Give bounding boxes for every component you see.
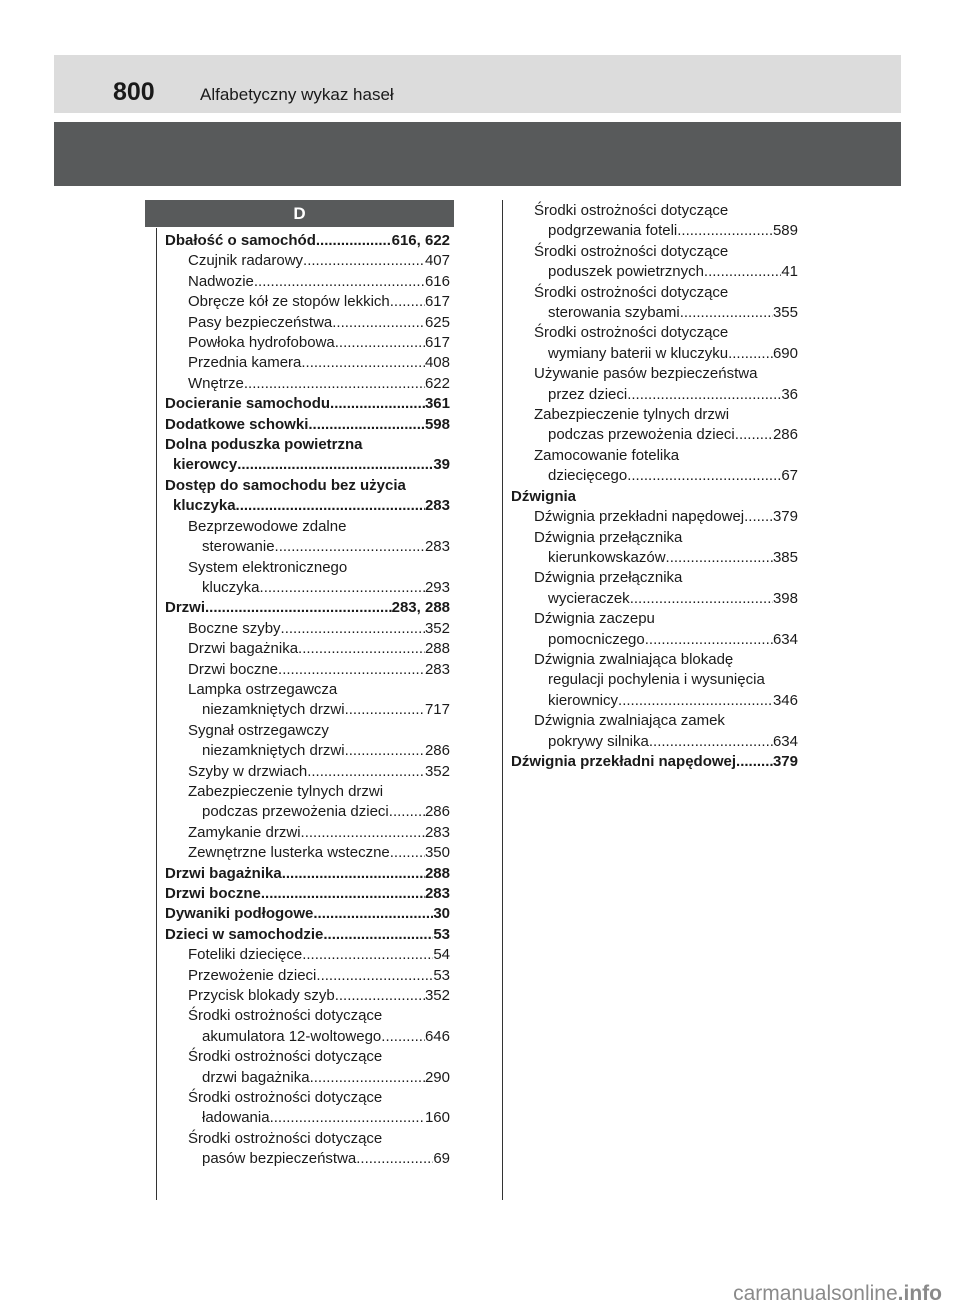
entry-text: pasów bezpieczeństwa bbox=[202, 1150, 357, 1168]
entry-text: Przycisk blokady szyb bbox=[188, 987, 335, 1005]
index-entry bbox=[165, 680, 450, 721]
page-reference: 361 bbox=[424, 395, 450, 413]
dot-leader bbox=[677, 221, 773, 241]
dot-leader bbox=[735, 425, 773, 445]
dot-leader bbox=[260, 578, 425, 598]
dot-leader bbox=[308, 415, 425, 435]
entry-text: podczas przewożenia dzieci bbox=[202, 803, 389, 821]
page-number: 800 bbox=[113, 78, 155, 106]
entry-text: Zabezpieczenie tylnych drzwi bbox=[534, 406, 730, 424]
entry-text: Dźwignia przełącznika bbox=[534, 569, 683, 587]
index-entry bbox=[511, 609, 798, 650]
dot-leader bbox=[301, 353, 425, 373]
page-reference: 634 bbox=[772, 732, 798, 750]
entry-text: Dźwignia zwalniająca blokadę bbox=[534, 650, 734, 668]
index-entry bbox=[165, 619, 450, 639]
dot-leader bbox=[330, 394, 425, 414]
index-entry bbox=[511, 650, 798, 711]
index-entry bbox=[165, 782, 450, 823]
dot-leader bbox=[316, 231, 392, 251]
page-reference: 283 bbox=[424, 660, 450, 678]
index-entry bbox=[165, 721, 450, 762]
page-reference: 617 bbox=[424, 293, 450, 311]
page-reference: 622 bbox=[424, 374, 450, 392]
dot-leader bbox=[666, 548, 773, 568]
entry-text: Powłoka hydrofobowa bbox=[188, 334, 335, 352]
index-entry bbox=[511, 323, 798, 364]
entry-text: podczas przewożenia dzieci bbox=[548, 426, 735, 444]
page-reference: 36 bbox=[781, 385, 798, 403]
entry-text: kierownicy bbox=[548, 691, 619, 709]
index-entry bbox=[165, 476, 450, 517]
page-reference: 286 bbox=[424, 742, 450, 760]
dot-leader bbox=[301, 823, 425, 843]
entry-text: niezamkniętych drzwi bbox=[202, 742, 345, 760]
page-reference: 160 bbox=[424, 1109, 450, 1127]
dot-leader bbox=[356, 1149, 433, 1169]
entry-text: Dostęp do samochodu bez użycia bbox=[165, 476, 406, 494]
page-reference: 589 bbox=[772, 222, 798, 240]
entry-text: kluczyka bbox=[202, 578, 260, 596]
index-entry bbox=[165, 1129, 450, 1170]
page-reference: 288 bbox=[424, 640, 450, 658]
entry-text: sterowania szybami bbox=[548, 304, 680, 322]
index-entry bbox=[511, 446, 798, 487]
page-reference: 286 bbox=[424, 803, 450, 821]
entry-text: Drzwi boczne bbox=[165, 885, 261, 902]
page-reference: 54 bbox=[433, 946, 450, 964]
index-entry bbox=[165, 415, 450, 435]
entry-text: ładowania bbox=[202, 1109, 270, 1127]
index-entry bbox=[511, 507, 798, 527]
page-reference: 717 bbox=[424, 701, 450, 719]
entry-text: wymiany baterii w kluczyku bbox=[548, 344, 729, 362]
entry-text: Dźwignia zaczepu bbox=[534, 610, 655, 628]
dot-leader bbox=[680, 303, 773, 323]
page-reference: 407 bbox=[424, 252, 450, 270]
entry-text: Obręcze kół ze stopów lekkich bbox=[188, 293, 390, 311]
page-reference: 616 bbox=[424, 272, 450, 290]
watermark bbox=[733, 1282, 942, 1306]
index-entry bbox=[165, 374, 450, 394]
page-reference: 379 bbox=[772, 508, 798, 526]
dot-leader bbox=[381, 1027, 425, 1047]
entry-text: sterowanie bbox=[202, 538, 275, 556]
dot-leader bbox=[307, 762, 425, 782]
dot-leader bbox=[390, 843, 425, 863]
index-entry bbox=[511, 364, 798, 405]
index-entry bbox=[511, 242, 798, 283]
dot-leader bbox=[310, 1068, 425, 1088]
entry-text: Boczne szyby bbox=[188, 619, 281, 637]
dot-leader bbox=[335, 986, 425, 1006]
entry-text: Środki ostrożności dotyczące bbox=[534, 202, 729, 219]
index-entry bbox=[165, 435, 450, 476]
left-column-rule bbox=[156, 228, 157, 1200]
dot-leader bbox=[618, 691, 773, 711]
index-entry bbox=[165, 1047, 450, 1088]
dot-leader bbox=[275, 537, 425, 557]
index-entry bbox=[165, 762, 450, 782]
index-entry bbox=[165, 660, 450, 680]
page-reference: 290 bbox=[424, 1068, 450, 1086]
page-reference: 283 bbox=[424, 885, 450, 902]
entry-text: Drzwi boczne bbox=[188, 660, 279, 678]
entry-text: Zamocowanie fotelika bbox=[534, 446, 680, 464]
page-reference: 39 bbox=[433, 456, 450, 474]
watermark-prefix: carmanualsonline bbox=[733, 1282, 898, 1305]
index-entry bbox=[165, 333, 450, 353]
page-reference: 53 bbox=[433, 966, 450, 984]
dot-leader bbox=[236, 496, 425, 516]
entry-text: akumulatora 12-woltowego bbox=[202, 1027, 382, 1045]
entry-text: Foteliki dziecięce bbox=[188, 946, 303, 964]
entry-text: Wnętrze bbox=[188, 374, 244, 392]
entry-text: Dbałość o samochód bbox=[165, 232, 316, 249]
entry-text: Przednia kamera bbox=[188, 354, 302, 372]
index-entry bbox=[165, 313, 450, 333]
page-reference: 398 bbox=[772, 589, 798, 607]
dot-leader bbox=[345, 741, 425, 761]
entry-text: Docieranie samochodu bbox=[165, 395, 331, 413]
page-reference: 41 bbox=[781, 263, 798, 281]
page-reference: 283 bbox=[424, 497, 450, 515]
entry-text: Dzieci w samochodzie bbox=[165, 925, 324, 943]
entry-text: Środki ostrożności dotyczące bbox=[188, 1089, 383, 1107]
entry-text: Czujnik radarowy bbox=[188, 252, 304, 270]
dot-leader bbox=[282, 864, 425, 884]
entry-text: Środki ostrożności dotyczące bbox=[534, 242, 729, 260]
page-reference: 690 bbox=[772, 344, 798, 362]
entry-text: kierowcy bbox=[173, 456, 238, 474]
page-reference: 286 bbox=[772, 426, 798, 444]
index-entry bbox=[165, 517, 450, 558]
index-entry bbox=[511, 283, 798, 324]
index-entry bbox=[165, 925, 450, 945]
page-reference: 346 bbox=[772, 691, 798, 709]
entry-text: Dodatkowe schowki bbox=[165, 415, 309, 433]
dot-leader bbox=[335, 333, 425, 353]
index-entry bbox=[165, 986, 450, 1006]
entry-text: podgrzewania foteli bbox=[548, 222, 678, 240]
dot-leader bbox=[345, 700, 425, 720]
entry-text: Drzwi bbox=[165, 599, 206, 617]
entry-text: drzwi bagażnika bbox=[202, 1068, 310, 1086]
page-reference: 352 bbox=[424, 619, 450, 637]
page-reference: 379 bbox=[772, 752, 798, 770]
watermark-suffix: .info bbox=[897, 1282, 942, 1305]
entry-text: poduszek powietrznych bbox=[548, 263, 704, 281]
entry-text: Dźwignia przekładni napędowej bbox=[534, 508, 745, 526]
index-entry bbox=[165, 843, 450, 863]
dot-leader bbox=[630, 589, 773, 609]
entry-text: Używanie pasów bezpieczeństwa bbox=[534, 365, 758, 383]
index-entry bbox=[165, 292, 450, 312]
entry-text: wycieraczek bbox=[548, 589, 630, 607]
page-reference: 625 bbox=[424, 313, 450, 331]
dot-leader bbox=[627, 466, 781, 486]
page-reference: 408 bbox=[424, 354, 450, 372]
index-entry bbox=[511, 711, 798, 752]
dot-leader bbox=[254, 272, 425, 292]
entry-text: Dolna poduszka powietrzna bbox=[165, 436, 363, 454]
entry-text: Dźwignia bbox=[511, 487, 577, 505]
entry-text: kluczyka bbox=[173, 497, 236, 515]
entry-text: Bezprzewodowe zdalne bbox=[188, 517, 347, 535]
entry-text: Lampka ostrzegawcza bbox=[188, 680, 338, 698]
entry-text: Środki ostrożności dotyczące bbox=[534, 324, 729, 342]
dot-leader bbox=[332, 313, 425, 333]
index-entry bbox=[511, 568, 798, 609]
entry-text: Dywaniki podłogowe bbox=[165, 905, 314, 923]
dot-leader bbox=[298, 639, 425, 659]
dot-leader bbox=[389, 802, 425, 822]
index-entry bbox=[511, 405, 798, 446]
index-entry bbox=[165, 558, 450, 599]
index-entry bbox=[511, 201, 798, 242]
entry-text: Środki ostrożności dotyczące bbox=[188, 1007, 383, 1025]
index-entry bbox=[511, 752, 798, 772]
index-entry bbox=[165, 1088, 450, 1129]
page-reference: 69 bbox=[433, 1150, 450, 1168]
page-reference: 617 bbox=[424, 334, 450, 352]
entry-text: Nadwozie bbox=[188, 272, 254, 290]
dot-leader bbox=[205, 598, 392, 618]
index-entry bbox=[165, 864, 450, 884]
column-divider bbox=[502, 200, 503, 1200]
index-entry bbox=[165, 823, 450, 843]
dot-leader bbox=[244, 374, 425, 394]
entry-text: Sygnał ostrzegawczy bbox=[188, 721, 329, 739]
page-reference: 283, 288 bbox=[391, 599, 450, 617]
page-reference: 293 bbox=[424, 578, 450, 596]
dot-leader bbox=[270, 1108, 425, 1128]
index-entry bbox=[165, 904, 450, 924]
dot-leader bbox=[704, 262, 781, 282]
entry-text: Środki ostrożności dotyczące bbox=[188, 1129, 383, 1147]
dot-leader bbox=[316, 966, 433, 986]
entry-text: Środki ostrożności dotyczące bbox=[188, 1048, 383, 1066]
index-entry bbox=[165, 272, 450, 292]
entry-text: Środki ostrożności dotyczące bbox=[534, 283, 729, 301]
entry-text: przez dzieci bbox=[548, 385, 628, 403]
entry-text: Drzwi bagażnika bbox=[165, 864, 282, 882]
page-reference: 616, 622 bbox=[391, 232, 450, 249]
page-reference: 385 bbox=[772, 548, 798, 566]
page-reference: 288 bbox=[424, 864, 450, 882]
entry-text: Dźwignia przekładni napędowej bbox=[511, 752, 737, 770]
page-reference: 634 bbox=[772, 630, 798, 648]
dot-leader bbox=[390, 292, 425, 312]
entry-text: Przewożenie dzieci bbox=[188, 966, 317, 984]
page-title: Alfabetyczny wykaz haseł bbox=[200, 85, 394, 104]
index-entry bbox=[165, 598, 450, 618]
entry-text: pokrywy silnika bbox=[548, 732, 649, 750]
entry-text: Zabezpieczenie tylnych drzwi bbox=[188, 782, 384, 800]
entry-text: Pasy bezpieczeństwa bbox=[188, 313, 333, 331]
entry-text: Drzwi bagażnika bbox=[188, 640, 299, 658]
page-reference: 30 bbox=[433, 905, 450, 923]
index-column-left bbox=[165, 231, 450, 1170]
section-banner bbox=[54, 122, 901, 186]
index-entry bbox=[165, 966, 450, 986]
index-entry bbox=[165, 639, 450, 659]
page-reference: 598 bbox=[424, 415, 450, 433]
entry-text: kierunkowskazów bbox=[548, 548, 666, 566]
dot-leader bbox=[302, 945, 433, 965]
dot-leader bbox=[645, 630, 773, 650]
entry-text: System elektronicznego bbox=[188, 558, 348, 576]
index-entry bbox=[165, 1006, 450, 1047]
dot-leader bbox=[744, 507, 773, 527]
entry-text: Szyby w drzwiach bbox=[188, 762, 308, 780]
dot-leader bbox=[627, 385, 781, 405]
page-reference: 53 bbox=[433, 925, 450, 943]
entry-text: Dźwignia zwalniająca zamek bbox=[534, 712, 725, 730]
dot-leader bbox=[736, 752, 773, 772]
dot-leader bbox=[313, 904, 433, 924]
dot-leader bbox=[237, 455, 433, 475]
dot-leader bbox=[728, 344, 773, 364]
page-reference: 646 bbox=[424, 1027, 450, 1045]
index-entry bbox=[165, 945, 450, 965]
dot-leader bbox=[281, 619, 425, 639]
entry-text: dziecięcego bbox=[548, 467, 628, 485]
page-reference: 283 bbox=[424, 538, 450, 556]
page-reference: 67 bbox=[781, 467, 798, 485]
dot-leader bbox=[261, 884, 425, 904]
dot-leader bbox=[278, 660, 425, 680]
entry-text: pomocniczego bbox=[548, 630, 645, 648]
dot-leader bbox=[323, 925, 433, 945]
dot-leader bbox=[649, 732, 773, 752]
entry-text: regulacji pochylenia i wysunięcia bbox=[548, 671, 765, 689]
entry-text: Zamykanie drzwi bbox=[188, 823, 301, 841]
page-reference: 352 bbox=[424, 762, 450, 780]
index-column-right bbox=[511, 201, 798, 772]
entry-text: Zewnętrzne lusterka wsteczne bbox=[188, 844, 390, 862]
index-entry bbox=[165, 251, 450, 271]
index-entry bbox=[511, 528, 798, 569]
index-entry bbox=[165, 353, 450, 373]
dot-leader bbox=[303, 251, 425, 271]
page-reference: 350 bbox=[424, 844, 450, 862]
index-entry bbox=[165, 231, 450, 251]
index-entry bbox=[165, 394, 450, 414]
entry-text: Dźwignia przełącznika bbox=[534, 528, 683, 546]
index-entry bbox=[165, 884, 450, 904]
page-reference: 283 bbox=[424, 823, 450, 841]
page-reference: 355 bbox=[772, 304, 798, 322]
index-entry bbox=[511, 487, 798, 507]
entry-text: niezamkniętych drzwi bbox=[202, 701, 345, 719]
section-letter: D bbox=[145, 200, 454, 227]
page-reference: 352 bbox=[424, 987, 450, 1005]
header-band bbox=[54, 55, 901, 113]
